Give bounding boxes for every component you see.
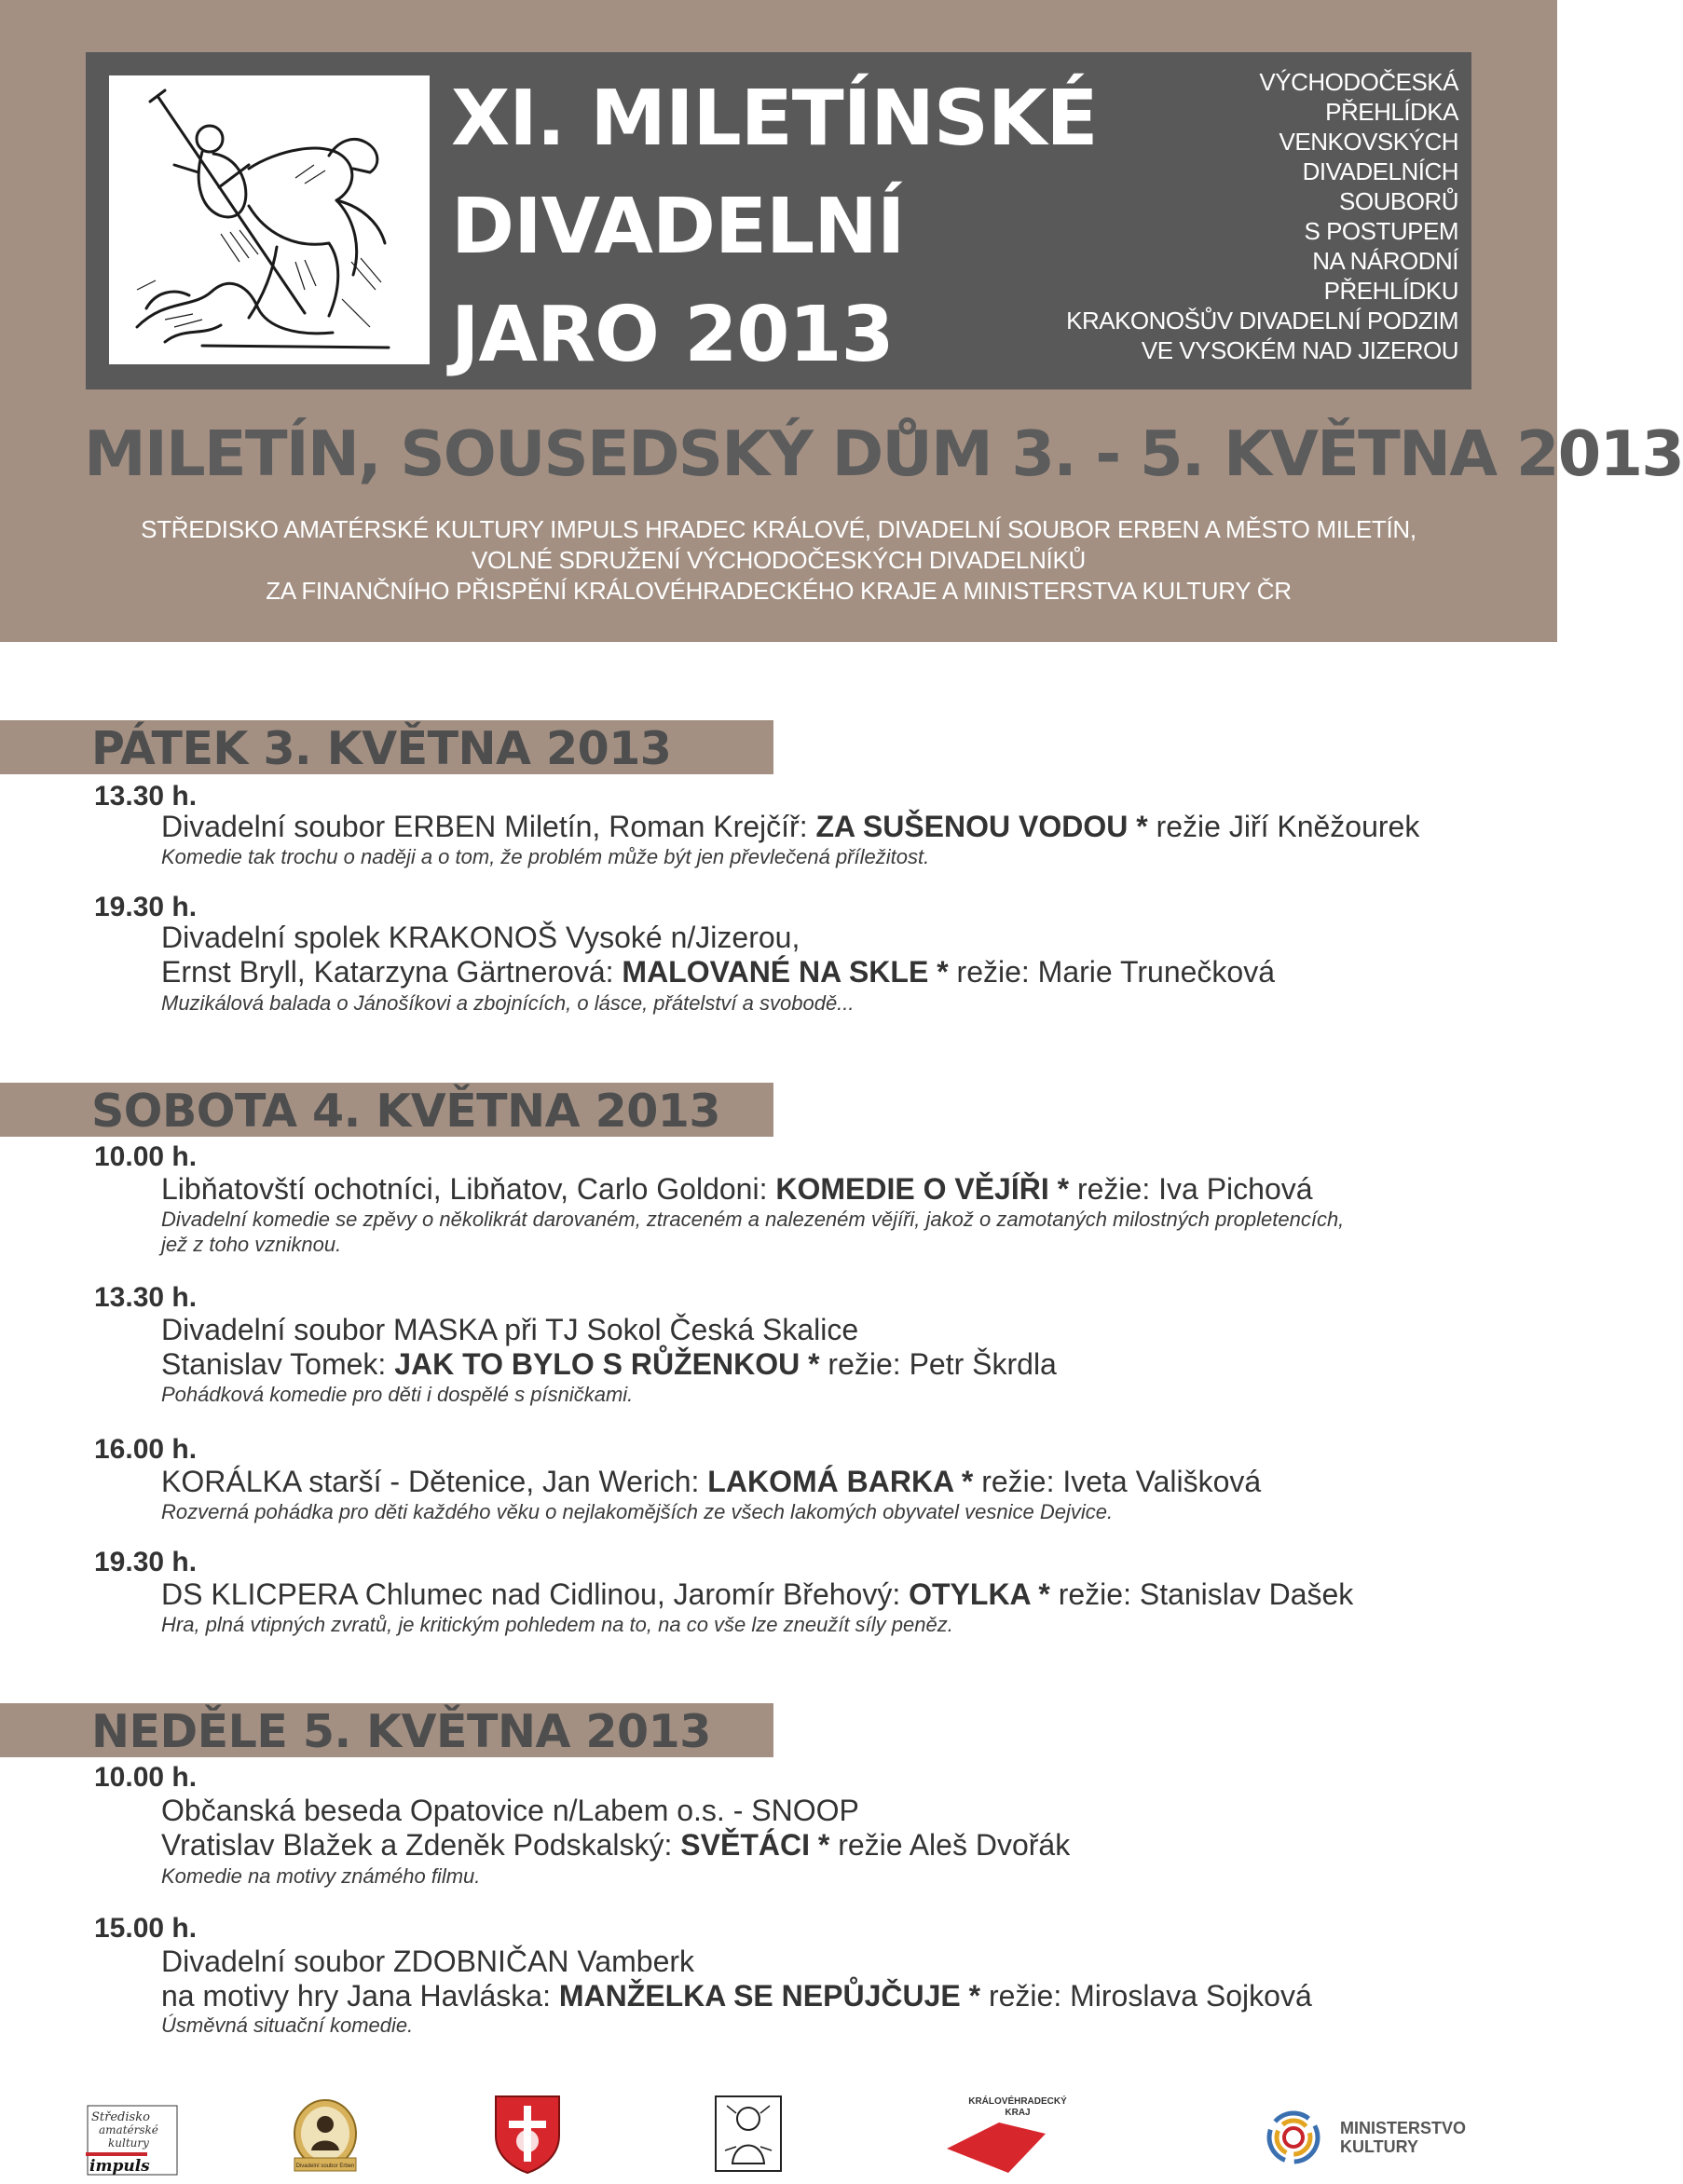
svg-text:impuls: impuls: [89, 2157, 150, 2176]
subtitle-line: VE VYSOKÉM NAD JIZEROU: [1141, 336, 1458, 364]
ministerstvo-kultury-logo: [1264, 2106, 1478, 2171]
event-line: DS KLICPERA Chlumec nad Cidlinou, Jaromír Břehový: OTYLKA * režie: Stanislav Dašek: [161, 1577, 1354, 1611]
event-line: Občanská beseda Opatovice n/Labem o.s. - SNOOP: [161, 1794, 859, 1827]
play-title: KOMEDIE O VĚJÍŘI *: [775, 1172, 1070, 1206]
event-description: Komedie tak trochu o naději a o tom, že problém může být jen převlečená příležitost.: [161, 845, 930, 868]
title-line-3: JARO 2013: [451, 291, 894, 379]
organizers-line: ZA FINANČNÍHO PŘISPĚNÍ KRÁLOVÉHRADECKÉHO KRAJE A MINISTERSTVA KULTURY ČR: [266, 577, 1292, 605]
svg-text:Divadelní soubor Erben: Divadelní soubor Erben: [295, 2164, 355, 2169]
svg-text:Středisko: Středisko: [91, 2110, 150, 2124]
day-label: NEDĚLE 5. KVĚTNA 2013: [91, 1705, 711, 1758]
subtitle-line: VÝCHODOČESKÁ: [1259, 68, 1458, 96]
day-header-saturday: [0, 1083, 773, 1137]
event-line: Divadelní spolek KRAKONOŠ Vysoké n/Jizerou,: [161, 921, 800, 954]
day-label: PÁTEK 3. KVĚTNA 2013: [91, 722, 672, 775]
event-line: Divadelní soubor ZDOBNIČAN Vamberk: [161, 1945, 695, 1978]
play-title: ZA SUŠENOU VODOU *: [815, 810, 1148, 843]
play-title: SVĚTÁCI *: [680, 1828, 830, 1862]
festival-title: [451, 65, 1098, 389]
st-george-logo: [109, 75, 430, 364]
kralovehradecky-kraj-logo: [943, 2091, 1067, 2177]
svg-text:KULTURY: KULTURY: [1340, 2137, 1418, 2156]
event-line: na motivy hry Jana Havláska: MANŽELKA SE NEPŮJČUJE * režie: Miroslava Sojková: [161, 1979, 1312, 2013]
event-line: Divadelní soubor ERBEN Miletín, Roman Krejčíř: ZA SUŠENOU VODOU * režie Jiří Kněžourek: [161, 810, 1420, 843]
organizers-line: STŘEDISKO AMATÉRSKÉ KULTURY IMPULS HRADEC KRÁLOVÉ, DIVADELNÍ SOUBOR ERBEN A MĚSTO MILETÍN,: [141, 515, 1416, 543]
event-description: Úsměvná situační komedie.: [161, 2013, 414, 2037]
event-time: 13.30 h.: [94, 1282, 198, 1313]
subtitle-line: KRAKONOŠŮV DIVADELNÍ PODZIM: [1066, 307, 1458, 334]
organizers: [0, 514, 1557, 607]
play-title: OTYLKA *: [909, 1577, 1050, 1611]
event-description: jež z toho vzniknou.: [161, 1233, 342, 1256]
festival-subtitle: [974, 67, 1458, 365]
subtitle-line: NA NÁRODNÍ: [1312, 247, 1458, 275]
svg-text:kultury: kultury: [108, 2136, 149, 2150]
subtitle-line: PŘEHLÍDKU: [1323, 277, 1458, 305]
event-line: Vratislav Blažek a Zdeněk Podskalský: SVĚTÁCI * režie Aleš Dvořák: [161, 1828, 1071, 1862]
event-line: Ernst Bryll, Katarzyna Gärtnerová: MALOVANÉ NA SKLE * režie: Marie Trunečková: [161, 955, 1275, 989]
title-line-1: XI. MILETÍNSKÉ: [451, 75, 1098, 163]
event-description: Divadelní komedie se zpěvy o několikrát darovaném, ztraceném a nalezeném vějíři, jakož o zamotaných milostných propletencích,: [161, 1208, 1345, 1231]
sponsor-logos: [0, 2087, 1557, 2180]
subtitle-line: SOUBORŮ: [1339, 187, 1458, 215]
play-title: LAKOMÁ BARKA *: [707, 1465, 974, 1498]
subtitle-line: DIVADELNÍCH: [1302, 157, 1458, 185]
play-title: MALOVANÉ NA SKLE *: [622, 955, 949, 989]
event-time: 15.00 h.: [94, 1913, 198, 1944]
erben-logo: [285, 2096, 365, 2175]
event-line: Libňatovští ochotníci, Libňatov, Carlo Goldoni: KOMEDIE O VĚJÍŘI * režie: Iva Pichová: [161, 1172, 1313, 1206]
svg-text:KRAJ: KRAJ: [1005, 2108, 1031, 2118]
event-description: Pohádková komedie pro děti i dospělé s písničkami.: [161, 1383, 634, 1406]
event-description: Muzikálová balada o Jánošíkovi a zbojnících, o lásce, přátelství a svobodě...: [161, 991, 855, 1015]
svg-text:amatérské: amatérské: [99, 2123, 158, 2136]
event-time: 19.30 h.: [94, 892, 198, 922]
subtitle-line: VENKOVSKÝCH: [1279, 128, 1458, 156]
event-description: Komedie na motivy známého filmu.: [161, 1864, 481, 1888]
day-header-sunday: [0, 1703, 773, 1757]
day-header-friday: [0, 720, 773, 774]
venue-and-dates: MILETÍN, SOUSEDSKÝ DŮM 3. - 5. KVĚTNA 2013: [84, 417, 1683, 490]
event-time: 19.30 h.: [94, 1547, 198, 1577]
subtitle-line: PŘEHLÍDKA: [1325, 98, 1458, 126]
day-label: SOBOTA 4. KVĚTNA 2013: [91, 1085, 720, 1138]
event-time: 16.00 h.: [94, 1434, 198, 1465]
header-banner: [0, 0, 1683, 642]
play-title: MANŽELKA SE NEPŮJČUJE *: [558, 1979, 981, 2013]
play-title: JAK TO BYLO S RŮŽENKOU *: [394, 1347, 820, 1381]
event-line: KORÁLKA starší - Dětenice, Jan Werich: LAKOMÁ BARKA * režie: Iveta Vališková: [161, 1465, 1262, 1498]
svg-text:MINISTERSTVO: MINISTERSTVO: [1340, 2119, 1467, 2137]
st-george-dragon-illustration: [109, 75, 430, 364]
krakonos-logo: [714, 2095, 783, 2173]
event-line: Divadelní soubor MASKA při TJ Sokol Česká Skalice: [161, 1313, 859, 1346]
event-time: 10.00 h.: [94, 1762, 198, 1793]
miletin-coat-of-arms: [492, 2093, 563, 2175]
event-time: 13.30 h.: [94, 781, 198, 812]
subtitle-line: S POSTUPEM: [1304, 217, 1458, 245]
event-line: Stanislav Tomek: JAK TO BYLO S RŮŽENKOU * režie: Petr Škrdla: [161, 1347, 1057, 1381]
impuls-logo: [86, 2104, 179, 2177]
title-line-2: DIVADELNÍ: [451, 183, 905, 271]
event-time: 10.00 h.: [94, 1141, 198, 1172]
event-description: Hra, plná vtipných zvratů, je kritickým pohledem na to, na co vše lze zneužít síly peněz.: [161, 1613, 953, 1636]
title-box: [86, 52, 1471, 389]
organizers-line: VOLNÉ SDRUŽENÍ VÝCHODOČESKÝCH DIVADELNÍKŮ: [471, 546, 1087, 574]
event-description: Rozverná pohádka pro děti každého věku o nejlakomějších ze všech lakomých obyvatel vesnice Dejvice.: [161, 1500, 1114, 1523]
svg-text:KRÁLOVÉHRADECKÝ: KRÁLOVÉHRADECKÝ: [968, 2096, 1067, 2107]
